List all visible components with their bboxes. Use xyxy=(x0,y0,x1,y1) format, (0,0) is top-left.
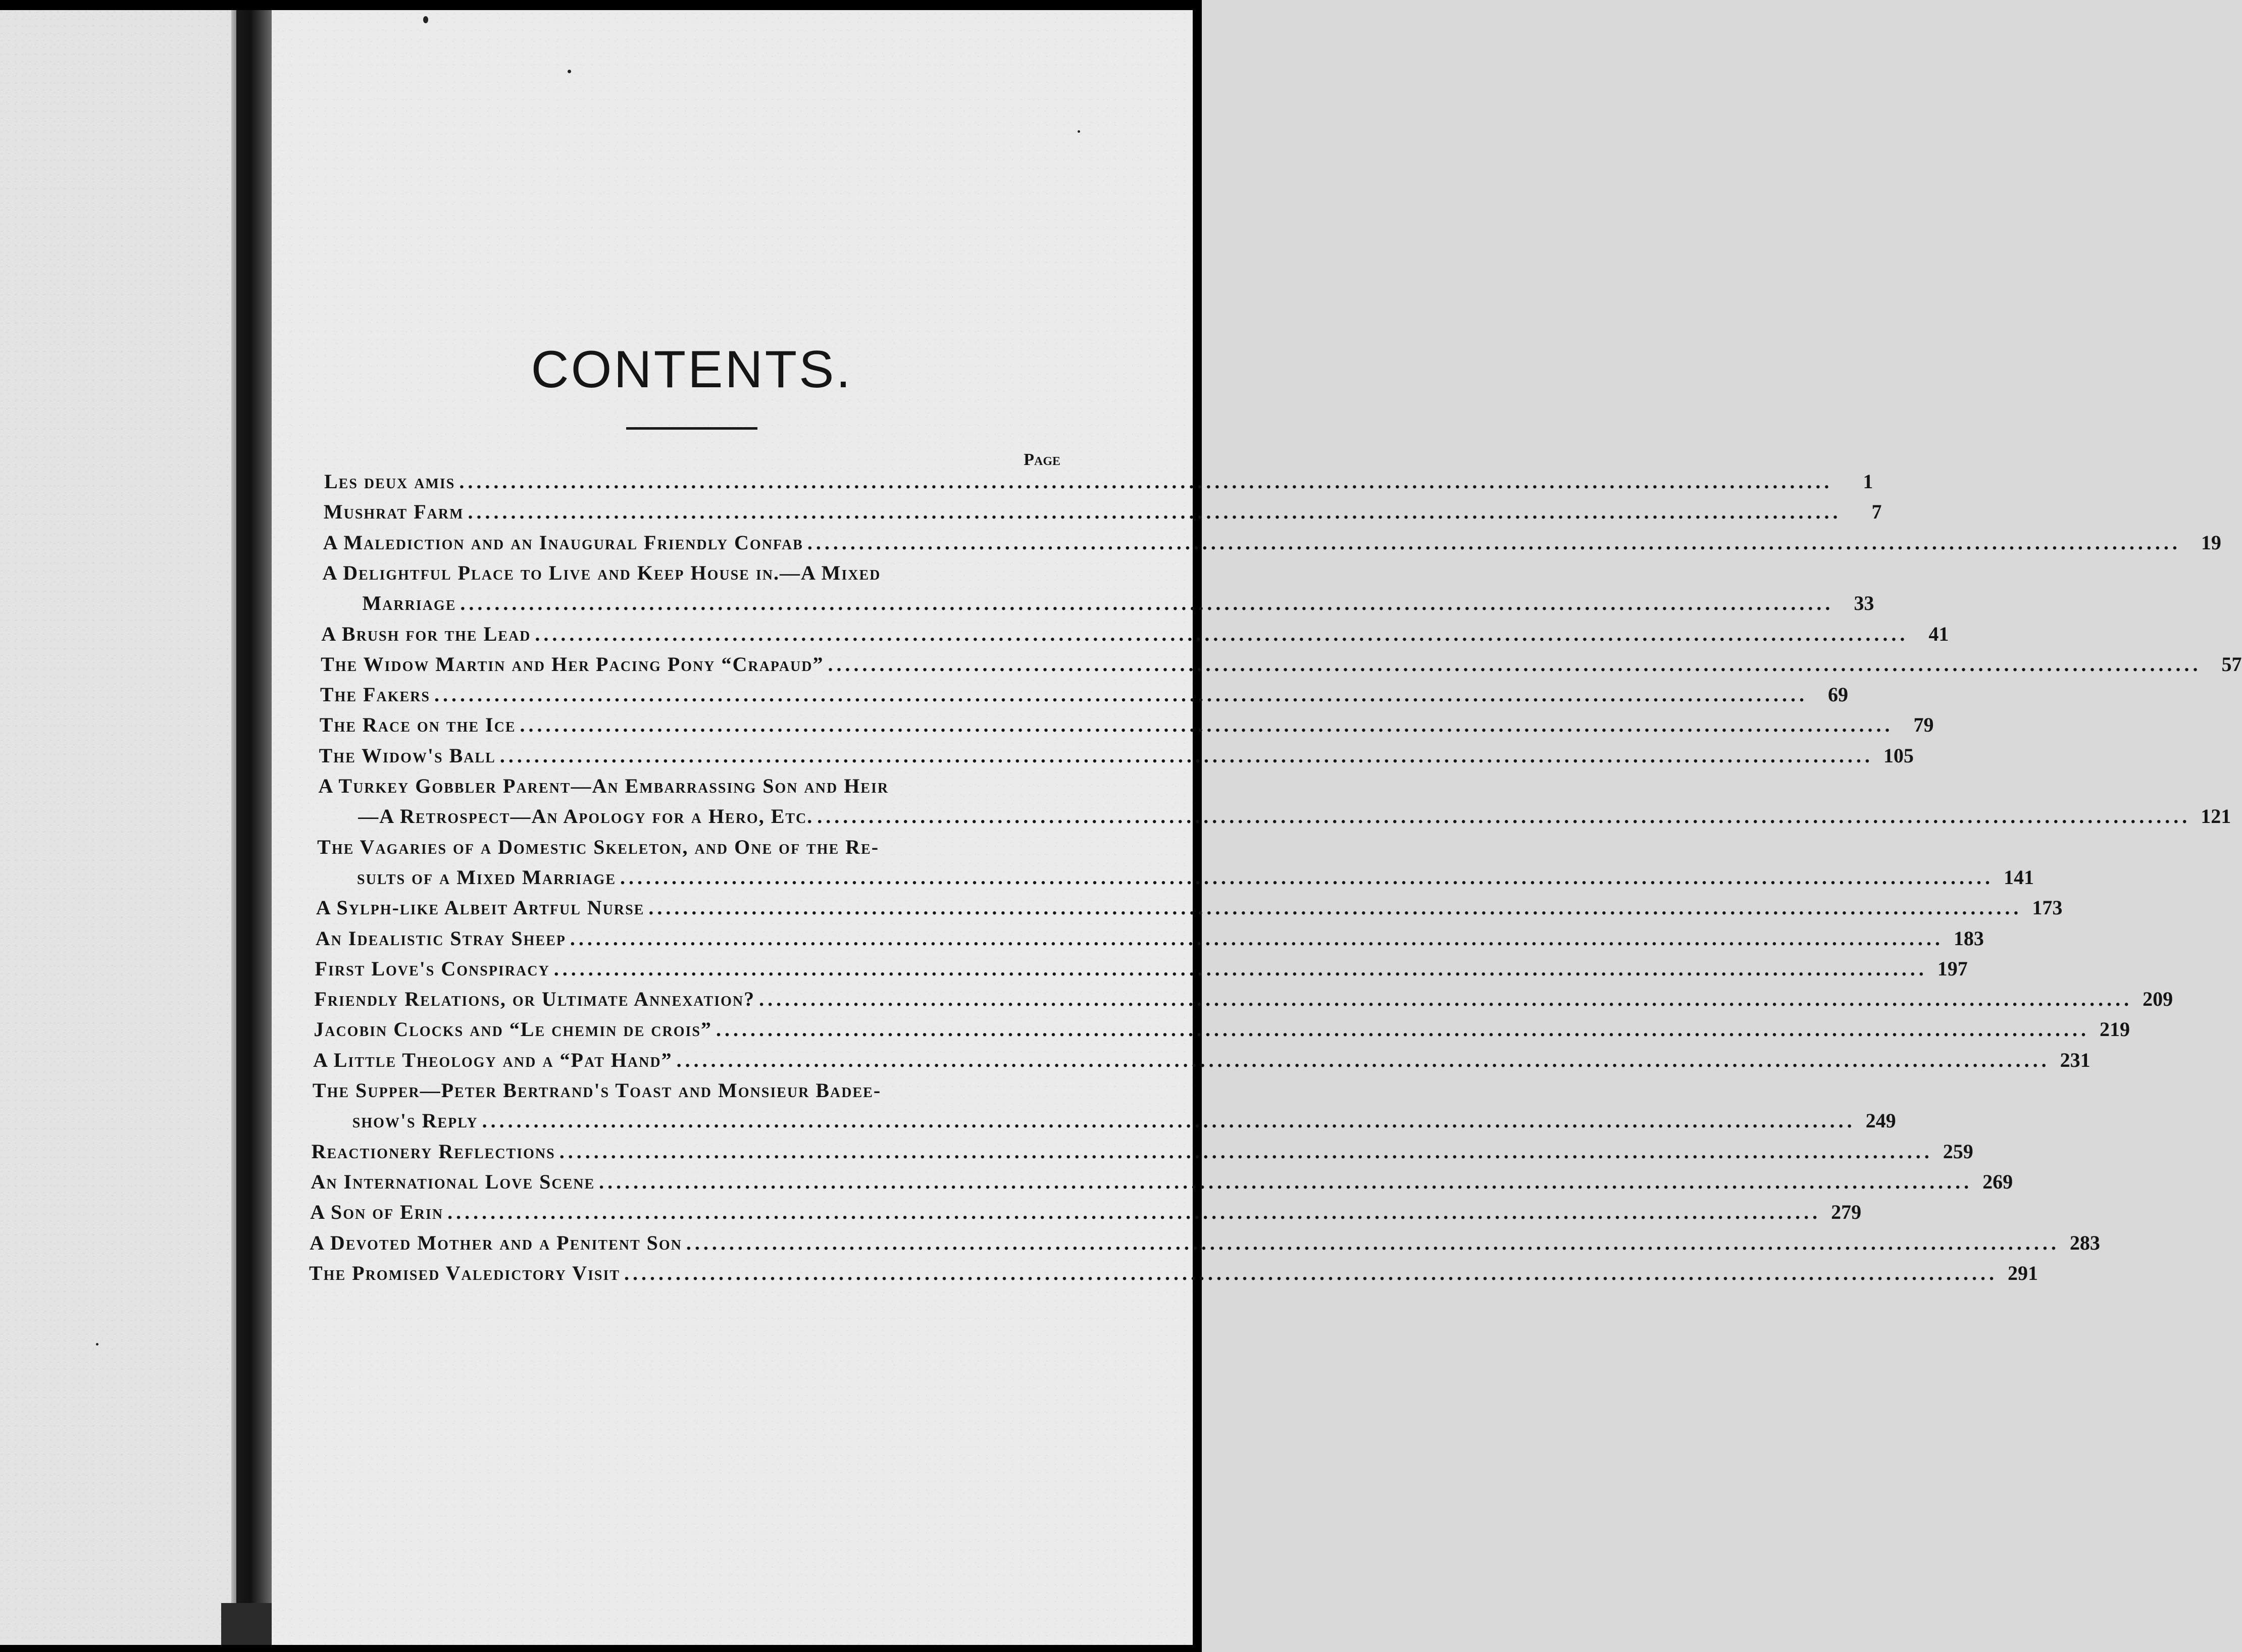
toc-page-number: 41 xyxy=(1928,622,1949,645)
toc-entry-title: The Promised Valedictory Visit xyxy=(309,1261,621,1284)
dot-leader: ................................................................................................................................................................ xyxy=(828,652,2202,676)
dot-leader: ................................................................................................................................................................ xyxy=(520,713,1894,737)
toc-entry-title: The Supper—Peter Bertrand's Toast and Monsieur Badee- xyxy=(312,1079,882,1102)
toc-entry-title: The Widow's Ball xyxy=(319,744,496,767)
dot-leader: ................................................................................................................................................................ xyxy=(599,1170,1973,1193)
toc-entry-title: A Little Theology and a “Pat Hand” xyxy=(313,1048,673,1071)
scan-border-top xyxy=(0,0,1202,10)
toc-entry-title: A Malediction and an Inaugural Friendly Confab xyxy=(323,531,803,554)
toc-entry-title: Friendly Relations, or Ultimate Annexation? xyxy=(314,988,755,1011)
dot-leader: ................................................................................................................................................................ xyxy=(817,805,2191,828)
dot-leader: ................................................................................................................................................................ xyxy=(648,896,2022,919)
toc-entry-title: sults of a Mixed Marriage xyxy=(357,865,617,889)
dot-leader: ................................................................................................................................................................ xyxy=(482,1109,1856,1132)
dot-leader: ................................................................................................................................................................ xyxy=(716,1018,2090,1041)
dot-leader: ................................................................................................................................................................ xyxy=(553,957,1927,980)
toc-entry xyxy=(324,470,1873,500)
toc-entry-title: The Widow Martin and Her Pacing Pony “Crapaud” xyxy=(321,652,824,676)
toc-entry xyxy=(314,987,2173,1017)
dot-leader: ................................................................................................................................................................ xyxy=(535,622,1909,645)
dot-leader: ................................................................................................................................................................ xyxy=(676,1048,2050,1071)
toc-entry-title: An Idealistic Stray Sheep xyxy=(315,926,566,950)
toc-page-number: 279 xyxy=(1831,1201,1862,1224)
toc-entry xyxy=(311,1170,2013,1200)
toc-page-number: 219 xyxy=(2099,1018,2130,1041)
toc-page-number: 183 xyxy=(1953,926,1984,950)
toc-page-number: 141 xyxy=(2004,865,2034,889)
dot-leader: ................................................................................................................................................................ xyxy=(559,1140,1933,1163)
toc-entry-title: Marriage xyxy=(362,592,456,615)
toc-entry-title: A Son of Erin xyxy=(310,1201,444,1224)
title-rule xyxy=(626,427,757,430)
page-column-header: Page xyxy=(1024,450,1060,469)
ink-speck xyxy=(96,1343,98,1346)
toc-entry-title: A Brush for the Lead xyxy=(321,622,531,645)
dot-leader: ................................................................................................................................................................ xyxy=(468,500,1842,524)
toc-entry xyxy=(315,957,1968,987)
toc-entry-title: show's Reply xyxy=(352,1109,478,1132)
dot-leader: ................................................................................................................................................................ xyxy=(460,592,1834,615)
toc-entry-line xyxy=(323,561,1058,591)
toc-page-number: 57 xyxy=(2221,652,2242,676)
toc-entry-title: A Delightful Place to Live and Keep House in.—A Mixed xyxy=(322,561,881,584)
toc-entry xyxy=(319,744,1914,774)
toc-page-number: 79 xyxy=(1913,713,1934,737)
dot-leader: ................................................................................................................................................................ xyxy=(759,988,2133,1011)
toc-entry xyxy=(314,1017,2130,1048)
toc-entry xyxy=(323,531,2221,561)
toc-entry xyxy=(357,865,2034,896)
toc-entry-title: A Sylph-like Albeit Artful Nurse xyxy=(316,896,645,919)
toc-entry-title: A Turkey Gobbler Parent—An Embarrassing Son and Heir xyxy=(318,775,889,797)
toc-page-number: 121 xyxy=(2201,805,2231,828)
toc-entry xyxy=(352,1109,1896,1139)
page-title: CONTENTS. xyxy=(531,340,853,399)
toc-entry-title: —A Retrospect—An Apology for a Hero, Etc. xyxy=(358,805,813,828)
toc-entry xyxy=(358,804,2231,835)
toc-page-number: 209 xyxy=(2143,988,2173,1011)
dot-leader: ................................................................................................................................................................ xyxy=(620,865,1994,889)
toc-entry-title: The Fakers xyxy=(320,683,430,706)
toc-page-number: 173 xyxy=(2032,896,2063,919)
toc-page-number: 7 xyxy=(1871,500,1882,524)
dot-leader: ................................................................................................................................................................ xyxy=(447,1201,1821,1224)
toc-entry xyxy=(323,500,1882,530)
toc-entry xyxy=(311,1140,1973,1170)
toc-entry xyxy=(315,926,1984,957)
scan-border-bottom xyxy=(0,1645,1202,1652)
toc-page-number: 259 xyxy=(1943,1140,1973,1163)
toc-entry-title: Les deux amis xyxy=(324,470,455,493)
left-page xyxy=(0,10,231,1645)
toc-entry xyxy=(321,652,2242,683)
toc-page-number: 19 xyxy=(2201,531,2221,554)
dot-leader: ................................................................................................................................................................ xyxy=(624,1261,1998,1284)
toc-page-number: 69 xyxy=(1827,683,1848,706)
toc-entry-title: Jacobin Clocks and “Le chemin de crois” xyxy=(314,1018,712,1041)
ink-speck xyxy=(1078,130,1080,133)
toc-page-number: 33 xyxy=(1854,592,1874,615)
toc-entry xyxy=(321,622,1949,652)
toc-entry xyxy=(319,713,1934,743)
toc-page-number: 231 xyxy=(2060,1048,2091,1071)
ink-speck xyxy=(568,70,571,73)
toc-entry-title: Mushrat Farm xyxy=(323,500,464,524)
dot-leader: ................................................................................................................................................................ xyxy=(807,531,2181,554)
dot-leader: ................................................................................................................................................................ xyxy=(499,744,1873,767)
toc-entry xyxy=(320,683,1848,713)
dot-leader: ................................................................................................................................................................ xyxy=(686,1231,2060,1254)
toc-entry xyxy=(362,591,1874,622)
toc-page-number: 249 xyxy=(1865,1109,1896,1132)
toc-entry xyxy=(310,1200,1862,1230)
toc-entry xyxy=(316,896,2063,926)
book-gutter-foot xyxy=(221,1603,272,1645)
toc-page-number: 283 xyxy=(2069,1231,2100,1254)
toc-entry-line xyxy=(317,835,1058,865)
ink-speck xyxy=(423,16,428,23)
toc-entry-title: The Vagaries of a Domestic Skeleton, and One of the Re- xyxy=(317,835,880,858)
toc-entry-line xyxy=(318,774,1058,804)
toc-entry-title: First Love's Conspiracy xyxy=(315,957,550,980)
book-gutter xyxy=(236,10,272,1611)
toc-entry xyxy=(313,1048,2091,1078)
toc-page-number: 197 xyxy=(1937,957,1968,980)
toc-page-number: 269 xyxy=(1982,1170,2013,1193)
toc-page-number: 1 xyxy=(1863,470,1873,493)
dot-leader: ................................................................................................................................................................ xyxy=(570,926,1944,950)
toc-entry-title: An International Love Scene xyxy=(311,1170,595,1193)
dot-leader: ................................................................................................................................................................ xyxy=(459,470,1833,493)
toc-page-number: 291 xyxy=(2008,1261,2039,1284)
left-page-edge xyxy=(231,10,236,1645)
toc-entry-title: The Race on the Ice xyxy=(319,713,516,737)
toc-page-number: 105 xyxy=(1883,744,1914,767)
toc-entry-title: Reactionery Reflections xyxy=(311,1140,555,1163)
toc-entry xyxy=(310,1231,2100,1261)
toc-entry-title: A Devoted Mother and a Penitent Son xyxy=(310,1231,682,1254)
toc-entry-line xyxy=(313,1078,1058,1109)
toc-entry xyxy=(309,1261,2039,1292)
dot-leader: ................................................................................................................................................................ xyxy=(434,683,1808,706)
